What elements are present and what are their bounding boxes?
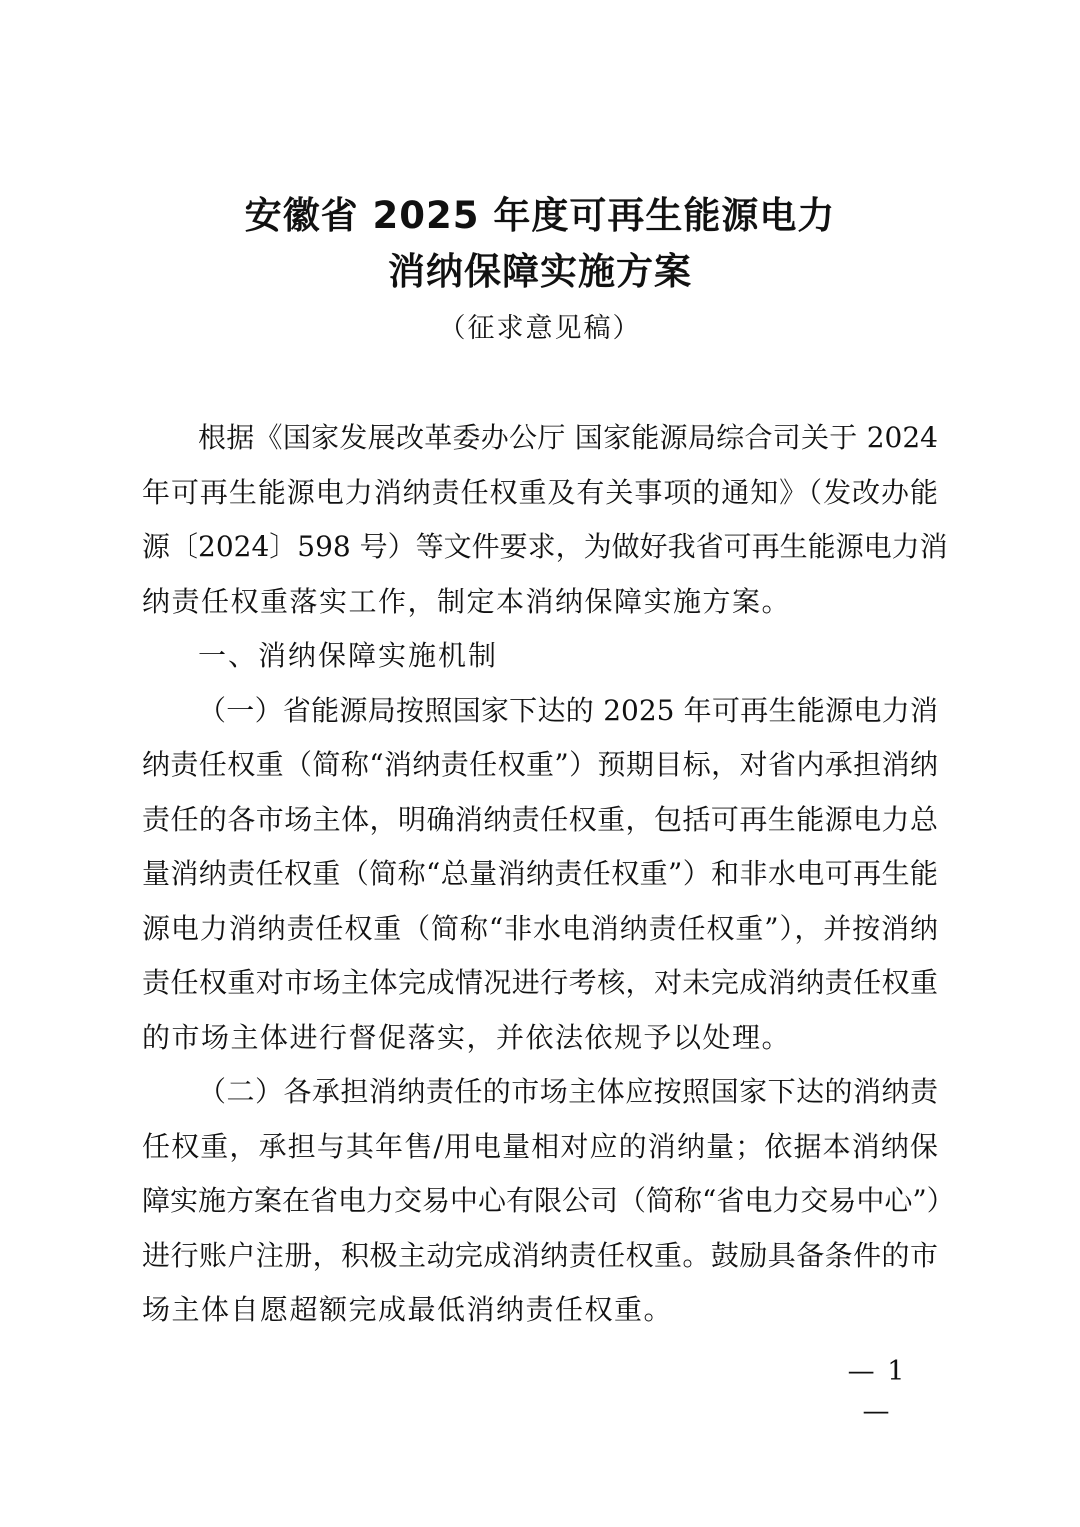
paragraph-3-line: 任权重，承担与其年售/用电量相对应的消纳量；依据本消纳保 [142, 1130, 938, 1163]
paragraph-3-line: 障实施方案在省电力交易中心有限公司（简称“省电力交易中心”） [142, 1184, 955, 1217]
paragraph-2-line: 的市场主体进行督促落实，并依法依规予以处理。 [142, 1021, 792, 1054]
paragraph-2-line: 源电力消纳责任权重（简称“非水电消纳责任权重”），并按消纳 [142, 912, 938, 945]
paragraph-1-line: 根据《国家发展改革委办公厅 国家能源局综合司关于 2024 [198, 421, 938, 454]
paragraph-3-line: 场主体自愿超额完成最低消纳责任权重。 [142, 1293, 674, 1326]
paragraph-3-line: 进行账户注册，积极主动完成消纳责任权重。鼓励具备条件的市 [142, 1239, 938, 1272]
section-1-heading: 一、消纳保障实施机制 [198, 639, 499, 672]
document-title-line-2: 消纳保障实施方案 [388, 250, 692, 293]
paragraph-1-line: 纳责任权重落实工作，制定本消纳保障实施方案。 [142, 585, 792, 618]
paragraph-3-line: （二）各承担消纳责任的市场主体应按照国家下达的消纳责 [198, 1075, 938, 1108]
paragraph-2-line: 纳责任权重（简称“消纳责任权重”）预期目标，对省内承担消纳 [142, 748, 938, 781]
paragraph-2-line: 量消纳责任权重（简称“总量消纳责任权重”）和非水电可再生能 [142, 857, 938, 890]
page-number: — 1 — [847, 1356, 907, 1427]
paragraph-1-line: 年可再生能源电力消纳责任权重及有关事项的通知》（发改办能 [142, 476, 938, 509]
document-title-line-1: 安徽省 2025 年度可再生能源电力 [244, 194, 836, 237]
document-subtitle: （征求意见稿） [438, 313, 642, 344]
paragraph-2-line: 责任的各市场主体，明确消纳责任权重，包括可再生能源电力总 [142, 803, 938, 836]
paragraph-1-line: 源〔2024〕598 号）等文件要求，为做好我省可再生能源电力消 [142, 530, 948, 563]
paragraph-2-line: （一）省能源局按照国家下达的 2025 年可再生能源电力消 [198, 694, 938, 727]
paragraph-2-line: 责任权重对市场主体完成情况进行考核，对未完成消纳责任权重 [142, 966, 938, 999]
